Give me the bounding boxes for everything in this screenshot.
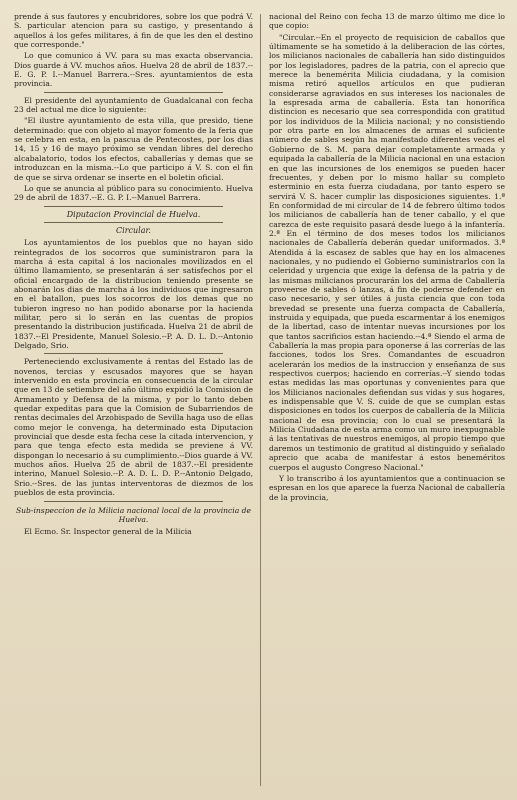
- section-separator: [44, 92, 223, 93]
- right-column: [269, 12, 505, 790]
- section-separator: [44, 353, 223, 354]
- section-heading: Circular.: [116, 225, 151, 235]
- article-paragraph: Y lo transcribo á los ayuntamientos que a continuacion se espresan en los que aparece la fuerza Nacional de caballería de la provincia,: [269, 473, 505, 502]
- section-separator: [44, 206, 223, 207]
- article-paragraph: "El ilustre ayuntamiento de esta villa, que presido, tiene determinado: que con objeto al mayor fomento de la feria que se celebra en esta, en la pascua de Pentecostes, por los dias 14, 15 y 16 de mayo próximo se vendan libres del derecho alcabalatorio, todos los efectos, caballerías y demas que se introduzcan en la misma.--Lo que participo á V. S. con el fin de que se sirva ordenar se inserte en el boletin oficial.: [14, 116, 253, 182]
- section-separator: [44, 222, 223, 223]
- article-paragraph: Lo que se anuncia al público para su conocimiento. Huelva 29 de abril de 1837.--E. G. P. I.--Manuel Barrera.: [14, 183, 253, 203]
- article-paragraph: "Circular.--En el proyecto de requisicion de caballos que últimamente se ha sometido á la deliberacion de las córtes, los milicianos nacionales de caballería han sido distinguidos por los legisladores, padres de la patria, con el aprecio que merece la benemérita Milicia ciudadana, y la comision misma retiró aquellos artículos en que pudieran considerarse agraviados en sus intereses los nacionales de la espresada arma de caballería. Esta tan honorífica distincion es necesario que sea correspondida con gratitud por los individuos de la Milicia nacional; y no consistiendo por otra parte en los almacenes de armas el suficiente número de sables según ha manifestado diferentes veces el Gobierno de S. M. para dejar completamente armada y equipada la caballería de la Milicia nacional en una estacion en que las incursiones de los enemigos se pueden hacer frecuentes, y deben por lo mismo hallar su completo esterminio en esta fuerza ciudadana, por tanto espero se servirá V. S. hacer cumplir las disposiciones siguientes. 1.ª En conformidad de mi circular de 14 de febrero último todos los milicianos de caballería han de tener caballo, y el que carezca de este requisito pasará desde luego á la infantería. 2.ª En el término de dos meses todos los milicianos nacionales de Caballería deberán quedar uniformados. 3.ª Atendida á la escasez de sables que hay en los almacenes nacionales, y no pudiendo el Gobierno suministrarlos con la celeridad y urgencia que exige la defensa de la patria y de las mismas milicianos procurarán los del arma de Caballería proveerse de sables ó lanzas, á fin de poderse defender en caso necesario, y ser útiles á justa ciencia que con toda brevedad se presente una fuerza compacta de Caballería, instruida y equipada, que pueda escarmentar á los enemigos de la libertad, caso de intentar nuevas incursiones por los que tantos sacrificios estan haciendo.--4.ª Siendo el arma de Caballería la mas propia para oponerse á las correrías de las facciones, todos los Sres. Comandantes de escuadron acelerarán los medios de la instruccion y enseñanza de sus respectivos cuerpos; haciendo en correrías.--Y siendo todas estas medidas las mas oportunas y convenientes para que los Milicianos nacionales defiendan sus vidas y sus hogares, es indispensable que V. S. cuide de que se cumplan estas disposiciones en todos los cuerpos de caballería de la Milicia nacional de esa provincia; con lo cual se presentará la Milicia Ciudadana de esta arma como un muro inexpugnable á las tentativas de nuestros enemigos, al propio tiempo que daremos un testimonio de gratitud al distinguido y señalado aprecio que acaba de manifestar á estos beneméritos cuerpos el augusto Congreso Nacional.": [269, 32, 505, 472]
- article-paragraph: Los ayuntamientos de los pueblos que no hayan sido reintegrados de los socorros que suministraron para la marcha á esta capital á los nacionales movilizados en el último llamamiento, se presentarán á ser satisfechos por el oficial encargado de la distribucion teniendo presente se abonarán los dias de marcha á los individuos que ingresaron en el batallon, pues los socorros de los demas que no tubieron ingreso no han podido abonarse por la hacienda militar, pero si lo serán en las cuentas de propios presentando la distribucion justificada. Huelva 21 de abril de 1837.--El Presidente, Manuel Solesio.--P. A. D. L. D.--Antonio Delgado, Srio.: [14, 238, 253, 350]
- article-paragraph: nacional del Reino con fecha 13 de marzo último me dice lo que copio:: [269, 12, 505, 31]
- section-separator: [44, 501, 223, 502]
- article-paragraph: El presidente del ayuntamiento de Guadalcanal con fecha 23 del actual me dice lo siguiente:: [14, 95, 253, 115]
- column-divider: [260, 14, 261, 786]
- article-paragraph: El Ecmo. Sr. Inspector general de la Milicia: [24, 527, 192, 537]
- left-column: [14, 12, 253, 790]
- article-paragraph: Lo que comunico á VV. para su mas exacta observancia. Dios guarde á VV. muchos años. Huelva 28 de abril de 1837.--E. G. P. I.--Manuel Barrera.--Sres. ayuntamientos de esta provincia.: [14, 51, 253, 89]
- article-paragraph: prende á sus fautores y encubridores, sobre los que podrá V. S. particular atencion para su castigo, y presentando á aquellos á los gefes militares, á fin de que les den el destino que corresponde.": [14, 12, 253, 50]
- article-paragraph: Perteneciendo exclusivamente á rentas del Estado las de novenos, tercias y escusados mayores que se hayan intervenido en esta provincia en consecuencia de la circular que en 13 de setiembre del año último expidió la Comision de Armamento y Defensa de la misma, y por lo tanto deben quedar expeditas para que la Comision de Subarriendos de rentas decimales del Arzobispado de Sevilla haga uso de ellas como mejor le convenga, ha determinado esta Diputacion provincial que desde esta fecha cese la citada intervencion, y para que tenga efecto esta medida se previene á VV. dispongan lo necesario á su cumplimiento.--Dios guarde á VV. muchos años. Huelva 25 de abril de 1837.--El presidente interino, Manuel Solesio.--P. A. D. L. D. P.--Antonio Delgado, Srio.--Sres. de las juntas interventoras de diezmos de los pueblos de esta provincia.: [14, 357, 253, 498]
- section-heading: Diputacion Provincial de Huelva.: [66, 209, 201, 219]
- subsection-heading: Sub-inspeccion de la Milicia nacional local de la provincia de Huelva.: [15, 505, 252, 524]
